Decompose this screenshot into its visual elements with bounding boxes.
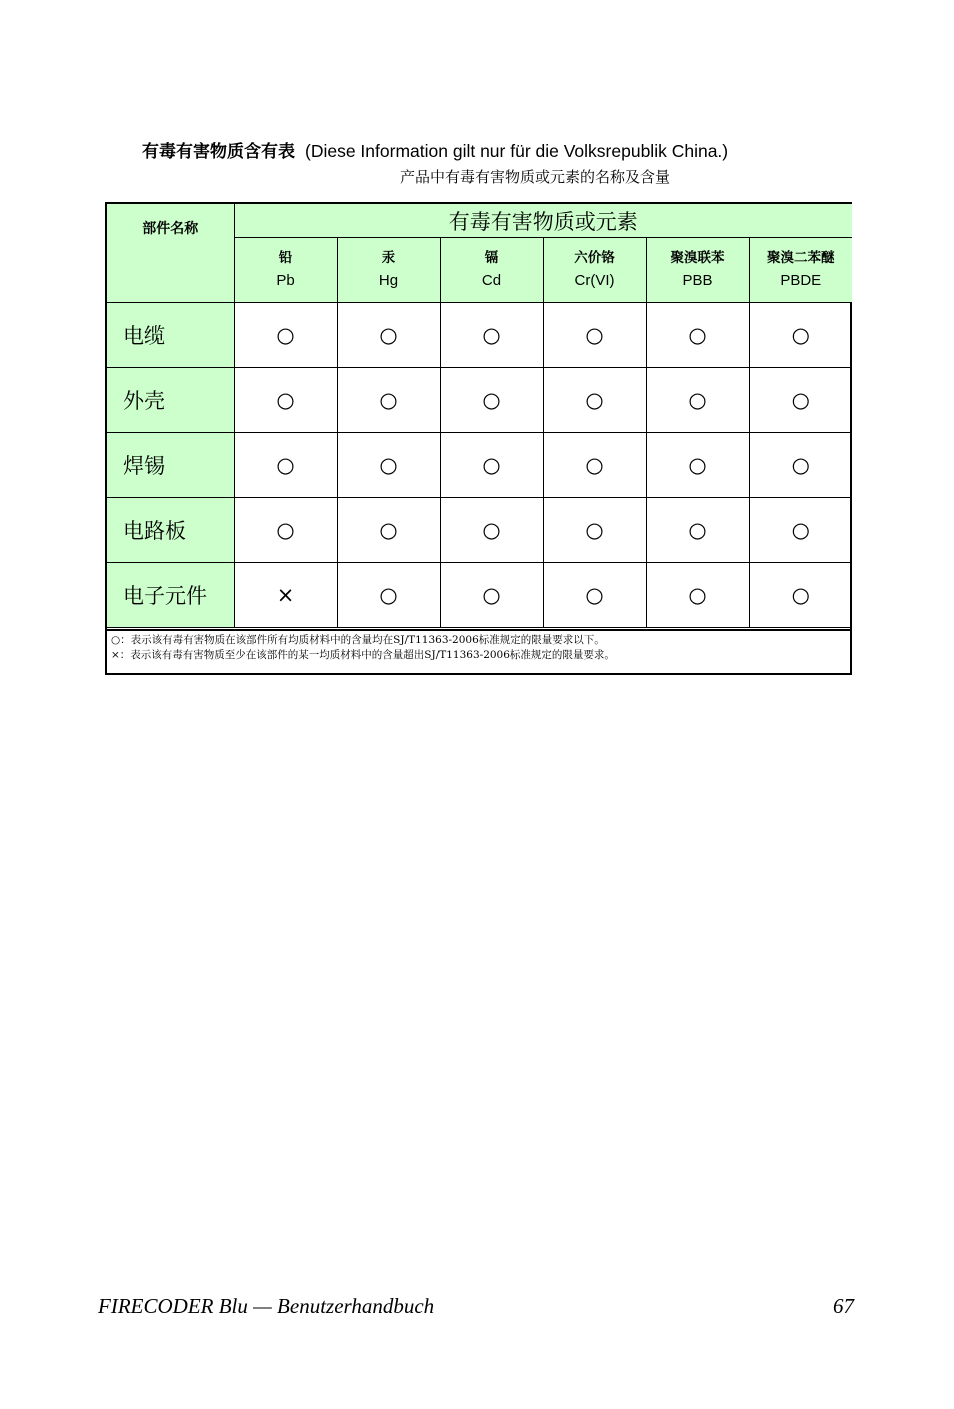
row-part-name: 外壳	[107, 368, 234, 433]
cell-mark: ○	[749, 368, 852, 433]
column-header-symbol: PBB	[682, 272, 713, 289]
cell-mark: ○	[234, 303, 337, 368]
cell-mark: ○	[749, 433, 852, 498]
column-header-cd	[440, 238, 543, 303]
column-header-symbol: Hg	[378, 272, 399, 289]
heading-title-zh: 有毒有害物质含有表	[142, 142, 295, 162]
row-part-name: 焊锡	[107, 433, 234, 498]
heading-title-de: (Diese Information gilt nur für die Volksrepublik China.)	[305, 141, 729, 161]
cell-mark: ○	[646, 368, 749, 433]
cell-mark: ○	[440, 303, 543, 368]
column-header-symbol: Cd	[481, 272, 502, 289]
column-header-symbol: Pb	[276, 272, 295, 289]
legend-line-circle: ○：表示该有毒有害物质在该部件所有均质材料中的含量均在SJ/T11363-2006标准规定的限量要求以下。	[111, 634, 605, 646]
cell-mark: ○	[337, 498, 440, 563]
legend-line-cross: ×：表示该有毒有害物质至少在该部件的某一均质材料中的含量超出SJ/T11363-2006标准规定的限量要求。	[111, 649, 615, 661]
page-subheading: 产品中有毒有害物质或元素的名称及含量	[400, 168, 671, 186]
column-header-cn: 六价铬	[574, 250, 615, 266]
table-legend	[107, 629, 850, 663]
cell-mark: ○	[646, 498, 749, 563]
part-name-header	[107, 204, 234, 303]
cell-mark: ○	[337, 303, 440, 368]
cell-mark: ×	[234, 563, 337, 628]
table-row	[107, 303, 852, 368]
cell-mark: ○	[440, 498, 543, 563]
cell-mark: ○	[440, 563, 543, 628]
column-header-symbol: PBDE	[780, 272, 822, 289]
table-row	[107, 368, 852, 433]
table-row	[107, 498, 852, 563]
hazardous-substances-table	[105, 202, 852, 675]
cell-mark: ○	[543, 563, 646, 628]
table-row	[107, 563, 852, 628]
footer-title: FIRECODER Blu — Benutzerhandbuch	[98, 1294, 435, 1318]
substances-grid	[107, 204, 852, 628]
row-part-name: 电子元件	[107, 563, 234, 628]
column-header-cn: 铅	[278, 250, 293, 266]
cell-mark: ○	[646, 303, 749, 368]
cell-mark: ○	[543, 368, 646, 433]
page-heading	[142, 140, 728, 163]
cell-mark: ○	[749, 563, 852, 628]
cell-mark: ○	[337, 433, 440, 498]
cell-mark: ○	[543, 498, 646, 563]
cell-mark: ○	[646, 433, 749, 498]
cell-mark: ○	[749, 498, 852, 563]
cell-mark: ○	[440, 433, 543, 498]
page-number: 67	[833, 1294, 854, 1318]
column-header-symbol: Cr(VI)	[574, 272, 615, 289]
part-name-header-label: 部件名称	[142, 221, 199, 237]
cell-mark: ○	[337, 563, 440, 628]
column-header-cn: 镉	[484, 250, 499, 266]
cell-mark: ○	[543, 433, 646, 498]
cell-mark: ○	[234, 433, 337, 498]
cell-mark: ○	[337, 368, 440, 433]
cell-mark: ○	[749, 303, 852, 368]
column-header-cn: 聚溴联苯	[670, 250, 725, 266]
table-row	[107, 433, 852, 498]
row-part-name: 电缆	[107, 303, 234, 368]
row-part-name: 电路板	[107, 498, 234, 563]
column-header-cn: 汞	[381, 250, 396, 266]
substance-group-header: 有毒有害物质或元素	[234, 204, 852, 238]
cell-mark: ○	[234, 368, 337, 433]
column-header-pbde	[749, 238, 852, 303]
cell-mark: ○	[646, 563, 749, 628]
column-header-crvi	[543, 238, 646, 303]
column-header-pbb	[646, 238, 749, 303]
column-header-pb	[234, 238, 337, 303]
cell-mark: ○	[234, 498, 337, 563]
column-header-cn: 聚溴二苯醚	[767, 250, 835, 266]
cell-mark: ○	[440, 368, 543, 433]
cell-mark: ○	[543, 303, 646, 368]
column-header-hg	[337, 238, 440, 303]
